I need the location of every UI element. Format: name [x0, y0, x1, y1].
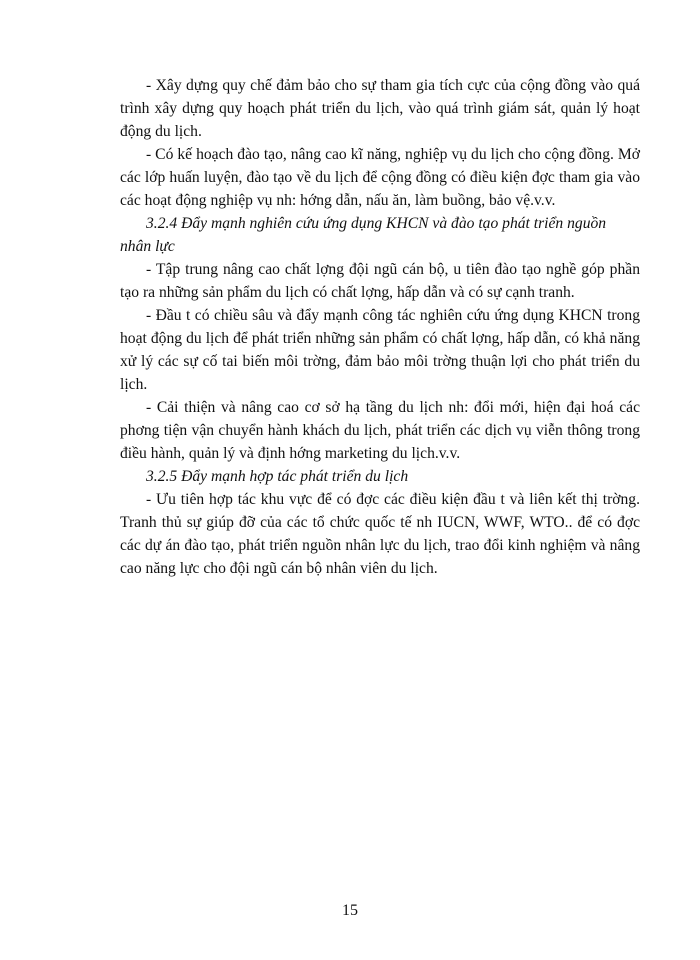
paragraph-research-investment: - Đầu t có chiều sâu và đẩy mạnh công tác nghiên cứu ứng dụng KHCN trong hoạt động du lịch để phát triển những sản phẩm có chất lợng, hấp dẫn, có khả năng xử lý các sự cố tai biến môi trờng, đảm bảo môi trờng thuận lợi cho phát triển du lịch. [120, 307, 640, 393]
page-number: 15 [342, 902, 358, 919]
paragraph-staff-quality: - Tập trung nâng cao chất lợng đội ngũ cán bộ, u tiên đào tạo nghề góp phần tạo ra những sản phẩm du lịch có chất lợng, hấp dẫn và có sự cạnh tranh. [120, 261, 640, 301]
section-heading-3-2-4: 3.2.4 Đẩy mạnh nghiên cứu ứng dụng KHCN và đào tạo phát triển nguồn nhân lực [120, 215, 607, 255]
paragraph-infrastructure: - Cải thiện và nâng cao cơ sở hạ tầng du lịch nh: đổi mới, hiện đại hoá các phơng tiện vận chuyển hành khách du lịch, phát triển các dịch vụ viễn thông trong điều hành, quản lý và định hớng marketing du lịch.v.v. [120, 399, 640, 462]
section-heading-3-2-5: 3.2.5 Đẩy mạnh hợp tác phát triển du lịch [146, 468, 409, 485]
page-body [120, 74, 640, 580]
paragraph-regional-cooperation: - Ưu tiên hợp tác khu vực để có đợc các điều kiện đầu t và liên kết thị trờng. Tranh thủ sự giúp đỡ của các tổ chức quốc tế nh IUCN, WWF, WTO.. để có đợc các dự án đào tạo, phát triển nguồn nhân lực du lịch, trao đổi kinh nghiệm và nâng cao năng lực cho đội ngũ cán bộ nhân viên du lịch. [120, 491, 640, 577]
paragraph-community-training: - Có kế hoạch đào tạo, nâng cao kĩ năng, nghiệp vụ du lịch cho cộng đồng. Mở các lớp huấn luyện, đào tạo về du lịch để cộng đồng có điều kiện đợc tham gia vào các hoạt động nghiệp vụ nh: hớng dẫn, nấu ăn, làm buồng, bảo vệ.v.v. [120, 146, 640, 209]
paragraph-community-participation: - Xây dựng quy chế đảm bảo cho sự tham gia tích cực của cộng đồng vào quá trình xây dựng quy hoạch phát triển du lịch, vào quá trình giám sát, quản lý hoạt động du lịch. [120, 77, 640, 140]
